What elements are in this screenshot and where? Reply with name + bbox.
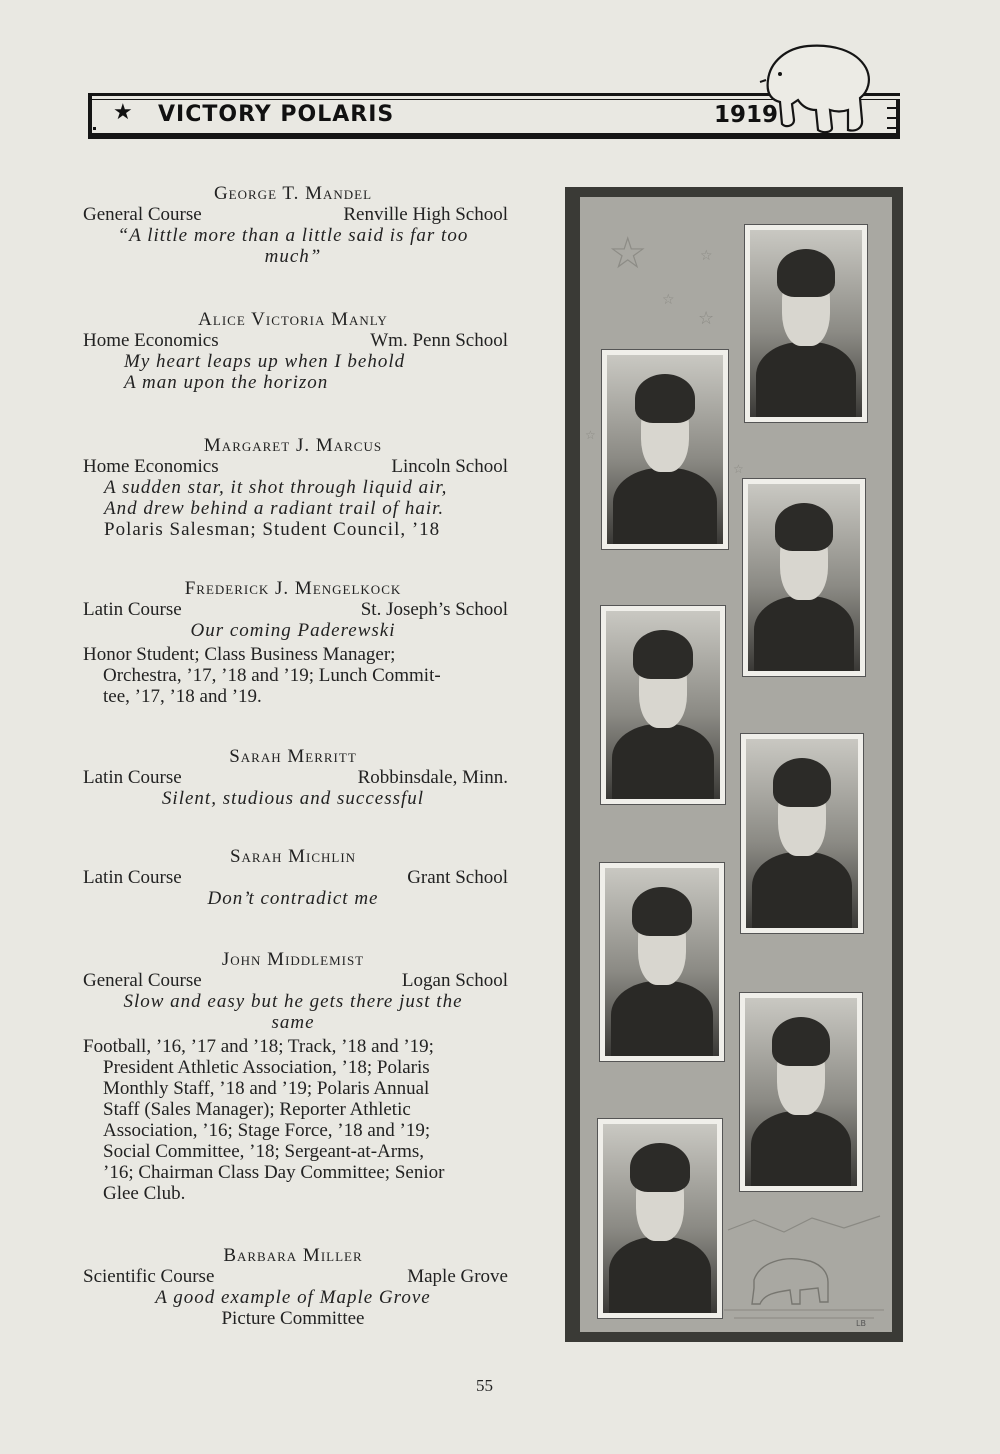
activities-line: Monthly Staff, ’18 and ’19; Polaris Annual	[103, 1078, 430, 1099]
portrait-photo	[601, 349, 729, 550]
portrait-photo	[597, 1118, 723, 1319]
page-number: 55	[476, 1376, 493, 1395]
activities	[78, 644, 508, 707]
motto-line: Silent, studious and successful	[161, 788, 425, 809]
student-name: Alice Victoria Manly	[198, 309, 388, 330]
motto-line: much”	[264, 246, 322, 267]
student-name: George T. Mandel	[213, 183, 373, 204]
activities-line: Staff (Sales Manager); Reporter Athletic	[103, 1099, 411, 1120]
course: General Course	[83, 204, 202, 225]
motto-line: A good example of Maple Grove	[155, 1287, 431, 1308]
portrait-photo	[599, 862, 725, 1062]
activities-line: President Athletic Association, ’18; Polaris	[103, 1057, 430, 1078]
course: Latin Course	[83, 599, 182, 620]
senior-entry	[78, 1245, 508, 1329]
senior-entry	[78, 846, 508, 909]
activities-line: tee, ’17, ’18 and ’19.	[103, 686, 262, 707]
activities-line: Glee Club.	[103, 1183, 186, 1204]
school: Wm. Penn School	[370, 330, 508, 351]
course: Latin Course	[83, 767, 182, 788]
student-name: Sarah Merritt	[229, 746, 357, 767]
activities-line: Honor Student; Class Business Manager;	[83, 644, 396, 665]
senior-entry	[78, 309, 508, 393]
motto-line: A man upon the horizon	[124, 372, 329, 393]
star-icon: ☆	[585, 428, 596, 442]
star-icon: ☆	[700, 248, 713, 264]
activities-line: Orchestra, ’17, ’18 and ’19; Lunch Commit-	[103, 665, 441, 686]
star-icon: ☆	[733, 462, 744, 476]
school: Maple Grove	[407, 1266, 508, 1287]
portrait-photo	[744, 224, 868, 423]
header-left-bar	[88, 95, 92, 135]
senior-entry	[78, 746, 508, 809]
motto-line: Our coming Paderewski	[190, 620, 396, 641]
student-name: Frederick J. Mengelkock	[184, 578, 402, 599]
senior-entry	[78, 183, 508, 267]
school: Robbinsdale, Minn.	[357, 767, 508, 788]
header-star-icon: ★	[113, 100, 133, 125]
activities-line: Polaris Salesman; Student Council, ’18	[104, 519, 441, 540]
polar-bear-icon	[756, 40, 874, 136]
activities-line: Football, ’16, ’17 and ’18; Track, ’18 and ’19;	[83, 1036, 434, 1057]
header-tick	[887, 127, 897, 129]
course: Home Economics	[83, 330, 219, 351]
course: Latin Course	[83, 867, 182, 888]
motto-line: Don’t contradict me	[207, 888, 379, 909]
motto-line: same	[271, 1012, 315, 1033]
motto-line: A sudden star, it shot through liquid air,	[104, 477, 448, 498]
portrait-photo	[742, 478, 866, 677]
activities-line: ’16; Chairman Class Day Committee; Senior	[103, 1162, 445, 1183]
senior-entry	[78, 578, 508, 707]
school: Grant School	[407, 867, 508, 888]
senior-entry	[78, 435, 508, 540]
portrait-photo	[600, 605, 726, 805]
star-icon: ☆	[698, 308, 715, 329]
motto-line: Slow and easy but he gets there just the	[123, 991, 463, 1012]
activities	[78, 1036, 508, 1204]
star-icon: ☆	[608, 228, 648, 279]
motto-line: “A little more than a little said is far too	[117, 225, 469, 246]
header-tick	[93, 127, 96, 130]
portrait-photo	[739, 992, 863, 1192]
senior-entry	[78, 949, 508, 1204]
school: Lincoln School	[391, 456, 508, 477]
course: Home Economics	[83, 456, 219, 477]
header-tick	[887, 117, 897, 119]
activities-line: Social Committee, ’18; Sergeant-at-Arms,	[103, 1141, 424, 1162]
school: Logan School	[401, 970, 508, 991]
motto-line: And drew behind a radiant trail of hair.	[104, 498, 445, 519]
school: Renville High School	[343, 204, 508, 225]
student-name: Barbara Miller	[223, 1245, 363, 1266]
header-year: 1919	[714, 102, 779, 128]
course: General Course	[83, 970, 202, 991]
school: St. Joseph’s School	[360, 599, 508, 620]
course: Scientific Course	[83, 1266, 215, 1287]
artist-mark: LB	[856, 1319, 866, 1328]
activities-line: Association, ’16; Stage Force, ’18 and ’19;	[103, 1120, 431, 1141]
portrait-photo	[740, 733, 864, 934]
polar-bear-sketch-icon	[724, 1210, 884, 1328]
activities-line: Picture Committee	[221, 1308, 365, 1329]
header-title: VICTORY POLARIS	[158, 102, 395, 127]
student-name: Margaret J. Marcus	[203, 435, 383, 456]
motto-line: My heart leaps up when I behold	[124, 351, 406, 372]
header-tick	[887, 107, 897, 109]
star-icon: ☆	[662, 292, 675, 308]
student-name: John Middlemist	[221, 949, 365, 970]
student-name: Sarah Michlin	[229, 846, 357, 867]
